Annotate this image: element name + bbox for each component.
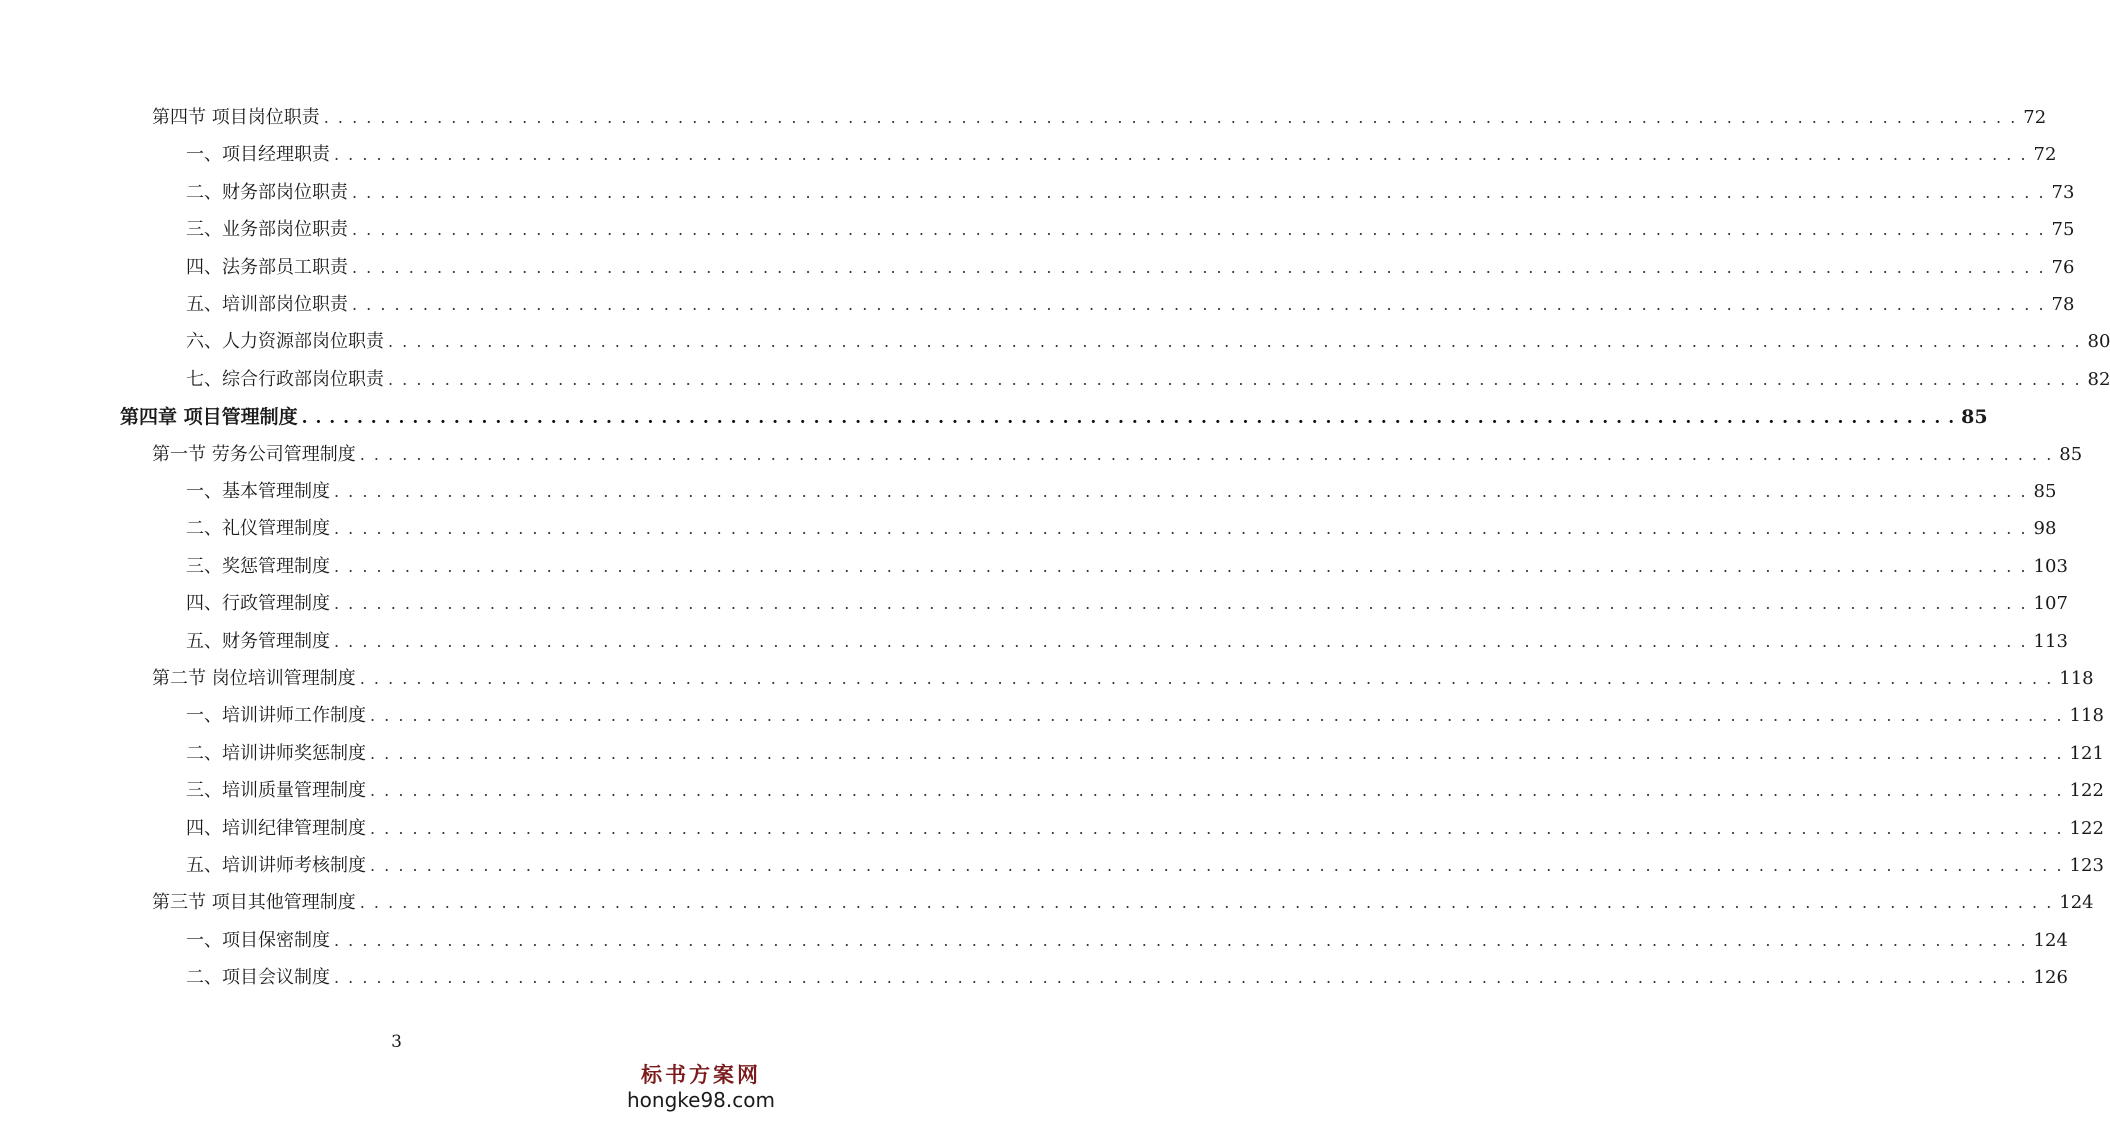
toc-entry-page: 123 (2069, 855, 2104, 876)
toc-entry-page: 124 (2033, 929, 2068, 951)
toc-dot-leader: . . . . . . . . . . . . . . . . . . . . . . . . . . . . . . . . . . . . . . . . . . . . . . . . . . . . . . . . . . . . . . . . . . . . . . . . . . . . . . . . . . . . . . . . . . . . . . . . . . . . . . . . . . . . . . . . . . . . . . . . (301, 408, 1956, 429)
toc-dot-leader: . . . . . . . . . . . . . . . . . . . . . . . . . . . . . . . . . . . . . . . . . . . . . . . . . . . . . . . . . . . . . . . . . . . . . . . . . . . . . . . . . . . . . . . . . . . . . . . . . . . . . . . . . . . . . . . . . . . . . . . . (334, 556, 2028, 576)
toc-entry-item (186, 701, 2104, 731)
toc-entry-section (152, 440, 2083, 470)
toc-entry-item (186, 776, 2104, 806)
site-watermark (621, 1062, 781, 1112)
toc-entry-page: 80 (2087, 331, 2110, 353)
toc-entry-item (186, 514, 2057, 544)
toc-dot-leader: . . . . . . . . . . . . . . . . . . . . . . . . . . . . . . . . . . . . . . . . . . . . . . . . . . . . . . . . . . . . . . . . . . . . . . . . . . . . . . . . . . . . . . . . . . . . . . . . . . . . . . . . . . . . . . . . . . . . . . . . (334, 968, 2028, 988)
toc-entry-title: 三、业务部岗位职责 (186, 219, 348, 241)
toc-entry-page: 72 (2023, 107, 2047, 128)
toc-dot-leader: . . . . . . . . . . . . . . . . . . . . . . . . . . . . . . . . . . . . . . . . . . . . . . . . . . . . . . . . . . . . . . . . . . . . . . . . . . . . . . . . . . . . . . . . . . . . . . . . . . . . . . . . . . . . . . . . . . . . . . . . (370, 781, 2064, 801)
toc-dot-leader: . . . . . . . . . . . . . . . . . . . . . . . . . . . . . . . . . . . . . . . . . . . . . . . . . . . . . . . . . . . . . . . . . . . . . . . . . . . . . . . . . . . . . . . . . . . . . . . . . . . . . . . . . . . . . . . . . . . . . . . . (370, 856, 2064, 875)
toc-dot-leader: . . . . . . . . . . . . . . . . . . . . . . . . . . . . . . . . . . . . . . . . . . . . . . . . . . . . . . . . . . . . . . . . . . . . . . . . . . . . . . . . . . . . . . . . . . . . . . . . . . . . . . . . . . . . . . . . . . . . . . . . (334, 519, 2028, 539)
toc-dot-leader: . . . . . . . . . . . . . . . . . . . . . . . . . . . . . . . . . . . . . . . . . . . . . . . . . . . . . . . . . . . . . . . . . . . . . . . . . . . . . . . . . . . . . . . . . . . . . . . . . . . . . . . . . . . . . . . . . . . . . . . . (359, 669, 2054, 688)
toc-dot-leader: . . . . . . . . . . . . . . . . . . . . . . . . . . . . . . . . . . . . . . . . . . . . . . . . . . . . . . . . . . . . . . . . . . . . . . . . . . . . . . . . . . . . . . . . . . . . . . . . . . . . . . . . . . . . . . . . . . . . . . . . (352, 257, 2046, 277)
toc-entry-section (152, 103, 2047, 133)
toc-entry-item (186, 178, 2075, 208)
toc-entry-item (186, 477, 2057, 507)
toc-entry-chapter (120, 402, 1988, 432)
toc-entry-page: 85 (2059, 443, 2083, 465)
toc-entry-item (186, 627, 2068, 657)
toc-entry-title: 第二节 岗位培训管理制度 (152, 668, 356, 689)
toc-entry-title: 一、基本管理制度 (186, 481, 330, 502)
toc-entry-page: 118 (2069, 705, 2104, 727)
toc-entry-page: 124 (2059, 892, 2094, 914)
toc-entry-title: 一、项目保密制度 (186, 929, 330, 951)
toc-entry-title: 三、奖惩管理制度 (186, 555, 330, 577)
toc-dot-leader: . . . . . . . . . . . . . . . . . . . . . . . . . . . . . . . . . . . . . . . . . . . . . . . . . . . . . . . . . . . . . . . . . . . . . . . . . . . . . . . . . . . . . . . . . . . . . . . . . . . . . . . . . . . . . . . . . . . . . . . . (352, 182, 2046, 202)
toc-dot-leader: . . . . . . . . . . . . . . . . . . . . . . . . . . . . . . . . . . . . . . . . . . . . . . . . . . . . . . . . . . . . . . . . . . . . . . . . . . . . . . . . . . . . . . . . . . . . . . . . . . . . . . . . . . . . . . . . . . . . . . . . (370, 706, 2064, 726)
toc-entry-page: 75 (2051, 219, 2075, 241)
toc-dot-leader: . . . . . . . . . . . . . . . . . . . . . . . . . . . . . . . . . . . . . . . . . . . . . . . . . . . . . . . . . . . . . . . . . . . . . . . . . . . . . . . . . . . . . . . . . . . . . . . . . . . . . . . . . . . . . . . . . . . . . . . . (334, 631, 2028, 651)
toc-entry-page: 85 (1961, 406, 1988, 429)
toc-entry-item (186, 739, 2104, 769)
toc-entry-page: 78 (2051, 294, 2075, 315)
toc-entry-title: 四、法务部员工职责 (186, 256, 348, 278)
toc-entry-title: 二、项目会议制度 (186, 967, 330, 989)
toc-dot-leader: . . . . . . . . . . . . . . . . . . . . . . . . . . . . . . . . . . . . . . . . . . . . . . . . . . . . . . . . . . . . . . . . . . . . . . . . . . . . . . . . . . . . . . . . . . . . . . . . . . . . . . . . . . . . . . . . . . . . . . . . (334, 930, 2028, 950)
toc-entry-title: 二、财务部岗位职责 (186, 181, 348, 203)
toc-entry-item (186, 290, 2075, 320)
toc-entry-item (186, 140, 2057, 170)
toc-entry-section (152, 888, 2094, 918)
toc-entry-item (186, 552, 2068, 582)
toc-entry-page: 98 (2033, 518, 2057, 540)
toc-dot-leader: . . . . . . . . . . . . . . . . . . . . . . . . . . . . . . . . . . . . . . . . . . . . . . . . . . . . . . . . . . . . . . . . . . . . . . . . . . . . . . . . . . . . . . . . . . . . . . . . . . . . . . . . . . . . . . . . . . . . . . . . (359, 893, 2054, 913)
toc-entry-title: 一、培训讲师工作制度 (186, 705, 366, 727)
toc-entry-item (186, 963, 2068, 993)
toc-entry-item (186, 926, 2068, 956)
toc-entry-item (186, 814, 2104, 844)
toc-entry-title: 第四章 项目管理制度 (120, 406, 298, 429)
toc-entry-page: 85 (2033, 481, 2057, 502)
toc-entry-title: 三、培训质量管理制度 (186, 780, 366, 802)
toc-entry-title: 七、综合行政部岗位职责 (186, 368, 384, 390)
toc-entry-item (186, 589, 2068, 619)
toc-entry-item (186, 327, 2110, 357)
toc-entry-title: 第四节 项目岗位职责 (152, 107, 320, 128)
toc-dot-leader: . . . . . . . . . . . . . . . . . . . . . . . . . . . . . . . . . . . . . . . . . . . . . . . . . . . . . . . . . . . . . . . . . . . . . . . . . . . . . . . . . . . . . . . . . . . . . . . . . . . . . . . . . . . . . . . . . . . . . . . . (359, 444, 2054, 464)
toc-entry-title: 五、财务管理制度 (186, 630, 330, 652)
toc-entry-title: 二、礼仪管理制度 (186, 518, 330, 540)
toc-entry-page: 113 (2033, 630, 2068, 652)
toc-entry-item (186, 253, 2075, 283)
toc-dot-leader: . . . . . . . . . . . . . . . . . . . . . . . . . . . . . . . . . . . . . . . . . . . . . . . . . . . . . . . . . . . . . . . . . . . . . . . . . . . . . . . . . . . . . . . . . . . . . . . . . . . . . . . . . . . . . . . . . . . . . . . . (352, 295, 2046, 314)
toc-entry-title: 五、培训讲师考核制度 (186, 855, 366, 876)
toc-entry-page: 76 (2051, 256, 2075, 278)
toc-entry-title: 一、项目经理职责 (186, 144, 330, 166)
toc-entry-title: 四、行政管理制度 (186, 593, 330, 615)
toc-entry-page: 118 (2059, 668, 2094, 689)
toc-dot-leader: . . . . . . . . . . . . . . . . . . . . . . . . . . . . . . . . . . . . . . . . . . . . . . . . . . . . . . . . . . . . . . . . . . . . . . . . . . . . . . . . . . . . . . . . . . . . . . . . . . . . . . . . . . . . . . . . . . . . . . . . (334, 145, 2028, 165)
toc-entry-page: 73 (2051, 181, 2075, 203)
page-number: 3 (391, 1032, 402, 1052)
toc-entry-title: 二、培训讲师奖惩制度 (186, 742, 366, 764)
toc-entry-item (186, 365, 2110, 395)
watermark-site-name: 标书方案网 (641, 1062, 761, 1087)
toc-entry-page: 126 (2033, 967, 2068, 989)
toc-entry-title: 四、培训纪律管理制度 (186, 817, 366, 839)
toc-entry-title: 五、培训部岗位职责 (186, 294, 348, 315)
toc-entry-title: 六、人力资源部岗位职责 (186, 331, 384, 353)
toc-entry-title: 第一节 劳务公司管理制度 (152, 443, 356, 465)
toc-dot-leader: . . . . . . . . . . . . . . . . . . . . . . . . . . . . . . . . . . . . . . . . . . . . . . . . . . . . . . . . . . . . . . . . . . . . . . . . . . . . . . . . . . . . . . . . . . . . . . . . . . . . . . . . . . . . . . . . . . . . . . . . (370, 818, 2064, 838)
toc-entry-page: 122 (2069, 817, 2104, 839)
toc-entry-page: 103 (2033, 555, 2068, 577)
toc-dot-leader: . . . . . . . . . . . . . . . . . . . . . . . . . . . . . . . . . . . . . . . . . . . . . . . . . . . . . . . . . . . . . . . . . . . . . . . . . . . . . . . . . . . . . . . . . . . . . . . . . . . . . . . . . . . . . . . . . . . . . . . . (352, 220, 2046, 240)
toc-entry-page: 72 (2033, 144, 2057, 166)
toc-entry-section (152, 664, 2094, 694)
toc-dot-leader: . . . . . . . . . . . . . . . . . . . . . . . . . . . . . . . . . . . . . . . . . . . . . . . . . . . . . . . . . . . . . . . . . . . . . . . . . . . . . . . . . . . . . . . . . . . . . . . . . . . . . . . . . . . . . . . . . . . . . . . . (334, 482, 2028, 501)
toc-entry-page: 122 (2069, 780, 2104, 802)
toc-dot-leader: . . . . . . . . . . . . . . . . . . . . . . . . . . . . . . . . . . . . . . . . . . . . . . . . . . . . . . . . . . . . . . . . . . . . . . . . . . . . . . . . . . . . . . . . . . . . . . . . . . . . . . . . . . . . . . . . . . . . . . . . (334, 594, 2028, 614)
watermark-url: hongke98.com (627, 1088, 775, 1112)
toc-entry-page: 107 (2033, 593, 2068, 615)
toc-dot-leader: . . . . . . . . . . . . . . . . . . . . . . . . . . . . . . . . . . . . . . . . . . . . . . . . . . . . . . . . . . . . . . . . . . . . . . . . . . . . . . . . . . . . . . . . . . . . . . . . . . . . . . . . . . . . . . . . . . . . . . . . (370, 743, 2064, 763)
toc-entry-page: 82 (2087, 368, 2110, 390)
toc-entry-item (186, 851, 2104, 881)
toc-dot-leader: . . . . . . . . . . . . . . . . . . . . . . . . . . . . . . . . . . . . . . . . . . . . . . . . . . . . . . . . . . . . . . . . . . . . . . . . . . . . . . . . . . . . . . . . . . . . . . . . . . . . . . . . . . . . . . . . . . . . . . . . (323, 108, 2018, 127)
toc-dot-leader: . . . . . . . . . . . . . . . . . . . . . . . . . . . . . . . . . . . . . . . . . . . . . . . . . . . . . . . . . . . . . . . . . . . . . . . . . . . . . . . . . . . . . . . . . . . . . . . . . . . . . . . . . . . . . . . . . . . . . . . . (388, 332, 2082, 352)
toc-entry-item (186, 215, 2075, 245)
toc-entry-page: 121 (2069, 742, 2104, 764)
toc-dot-leader: . . . . . . . . . . . . . . . . . . . . . . . . . . . . . . . . . . . . . . . . . . . . . . . . . . . . . . . . . . . . . . . . . . . . . . . . . . . . . . . . . . . . . . . . . . . . . . . . . . . . . . . . . . . . . . . . . . . . . . . . (388, 369, 2082, 389)
toc-entry-title: 第三节 项目其他管理制度 (152, 892, 356, 914)
